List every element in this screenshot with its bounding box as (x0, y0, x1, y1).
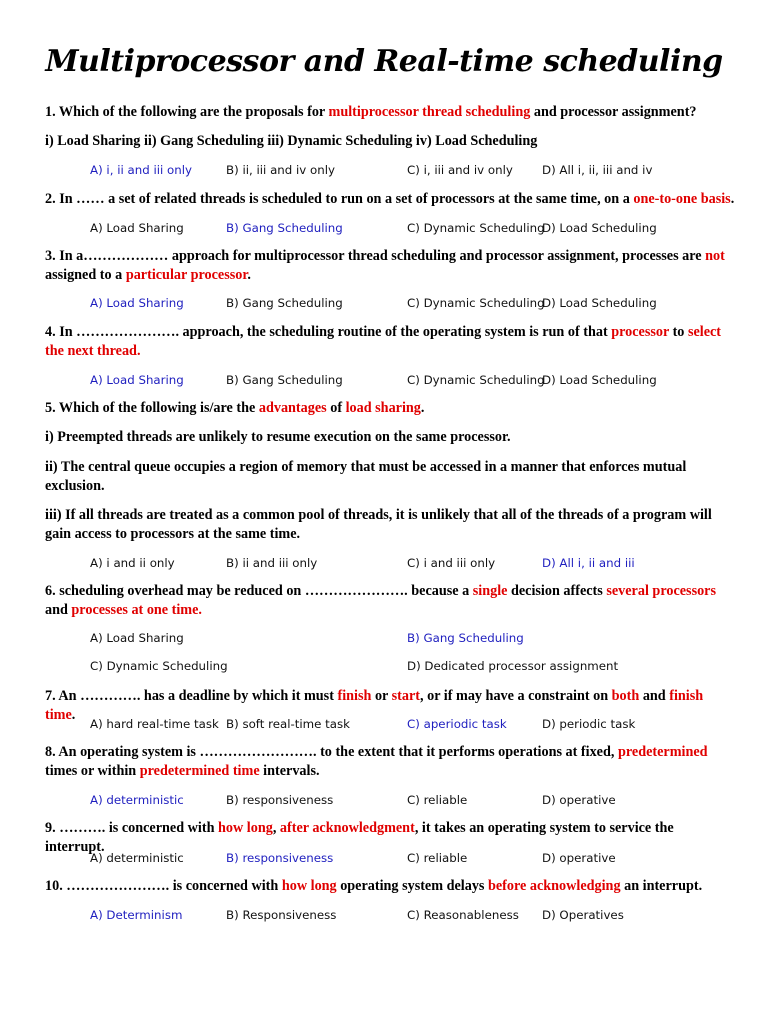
option-a[interactable]: A) Load Sharing (90, 296, 184, 310)
highlighted-text: load sharing (345, 400, 421, 416)
statement-ii: ii) The central queue occupies a region of memory that must be accessed in a manner that enforces mutual exclusion. (45, 459, 687, 494)
question-text: assigned to a (45, 267, 126, 283)
question-10 (45, 877, 735, 896)
option-a[interactable]: A) hard real-time task (90, 717, 219, 731)
question-8 (45, 743, 735, 781)
option-b[interactable]: B) ii and iii only (226, 556, 318, 570)
question-text: 9. ………. is concerned with (45, 820, 219, 836)
question-text: decision affects (507, 583, 607, 599)
highlighted-text: predetermined (617, 744, 708, 760)
option-a[interactable]: A) Load Sharing (90, 221, 184, 235)
option-b[interactable]: B) Gang Scheduling (407, 631, 524, 645)
statement-iii: iii) If all threads are treated as a common pool of threads, it is unlikely that all of the threads of a program will gain access to processors at the same time. (45, 507, 712, 542)
question-text: . (247, 267, 251, 283)
highlighted-text: finish (337, 688, 372, 704)
question-text: an interrupt. (620, 878, 703, 894)
question-text: and (45, 602, 72, 618)
question-text: , or if may have a constraint on (420, 688, 612, 704)
question-2 (45, 190, 735, 209)
option-d[interactable]: D) All i, ii and iii (542, 556, 635, 570)
question-text: 2. In …… a set of related threads is scheduled to run on a set of processors at the same time, on a (45, 191, 634, 207)
page-title: Multiprocessor and Real-time scheduling (45, 44, 723, 79)
highlighted-text: after acknowledgment (279, 820, 415, 836)
question-text: of (326, 400, 346, 416)
option-a[interactable]: A) Determinism (90, 908, 183, 922)
option-c[interactable]: C) Dynamic Scheduling (407, 296, 545, 310)
option-c[interactable]: C) Dynamic Scheduling (90, 659, 228, 673)
highlighted-text: how long (218, 820, 273, 836)
question-text: and processor assignment? (530, 104, 697, 120)
highlighted-text: how long (281, 878, 337, 894)
option-d[interactable]: D) Load Scheduling (542, 296, 657, 310)
option-a[interactable]: A) i, ii and iii only (90, 163, 192, 177)
option-c[interactable]: C) Reasonableness (407, 908, 519, 922)
option-c[interactable]: C) reliable (407, 793, 468, 807)
highlighted-text: advantages (258, 400, 327, 416)
question-text: 3. In a……………… approach for multiprocessor thread scheduling and processor assignment, processes are (45, 248, 706, 264)
option-a[interactable]: A) i and ii only (90, 556, 175, 570)
question-text: 5. Which of the following is/are the (45, 400, 259, 416)
option-d[interactable]: D) Load Scheduling (542, 221, 657, 235)
question-text: . (420, 400, 425, 416)
highlighted-text: particular processor (125, 267, 248, 283)
option-b[interactable]: B) responsiveness (226, 793, 334, 807)
option-c[interactable]: C) i and iii only (407, 556, 496, 570)
option-c[interactable]: C) aperiodic task (407, 717, 507, 731)
option-d[interactable]: D) All i, ii, iii and iv (542, 163, 653, 177)
question-text: 8. An operating system is ……………………. to the extent that it performs operations at fixed, (45, 744, 618, 760)
highlighted-text: start (391, 688, 421, 704)
question-text: to (669, 324, 688, 340)
option-a[interactable]: A) deterministic (90, 793, 184, 807)
option-c[interactable]: C) reliable (407, 851, 468, 865)
question-text: 4. In …………………. approach, the scheduling routine of the operating system is run of that (45, 324, 612, 340)
option-b[interactable]: B) Gang Scheduling (226, 296, 343, 310)
option-d[interactable]: D) periodic task (542, 717, 636, 731)
option-b[interactable]: B) ii, iii and iv only (226, 163, 335, 177)
option-d[interactable]: D) Load Scheduling (542, 373, 657, 387)
question-1-subline: i) Load Sharing ii) Gang Scheduling iii) Dynamic Scheduling iv) Load Scheduling (45, 133, 538, 149)
question-text: or (371, 688, 392, 704)
option-d[interactable]: D) operative (542, 793, 616, 807)
option-b[interactable]: B) Gang Scheduling (226, 373, 343, 387)
option-c[interactable]: C) i, iii and iv only (407, 163, 513, 177)
highlighted-text: processor (611, 324, 670, 340)
option-b[interactable]: B) Gang Scheduling (226, 221, 343, 235)
question-text: times or within (45, 763, 140, 779)
highlighted-text: both (611, 688, 640, 704)
highlighted-text: select the next thread. (45, 324, 722, 359)
option-c[interactable]: C) Dynamic Scheduling (407, 221, 545, 235)
question-text: and (639, 688, 670, 704)
option-b[interactable]: B) soft real-time task (226, 717, 350, 731)
question-1 (45, 103, 735, 122)
question-6 (45, 582, 735, 620)
option-a[interactable]: A) deterministic (90, 851, 184, 865)
highlighted-text: single (472, 583, 508, 599)
question-5 (45, 399, 735, 418)
question-text: intervals. (259, 763, 320, 779)
question-3 (45, 247, 735, 285)
question-text: . (730, 191, 735, 207)
question-text: 6. scheduling overhead may be reduced on …………………. because a (45, 583, 473, 599)
highlighted-text: before acknowledging (487, 878, 621, 894)
option-b[interactable]: B) Responsiveness (226, 908, 337, 922)
option-a[interactable]: A) Load Sharing (90, 373, 184, 387)
question-text: , it takes an operating system to service the interrupt. (45, 820, 674, 855)
option-d[interactable]: D) Operatives (542, 908, 624, 922)
highlighted-text: processes at one time. (71, 602, 202, 618)
option-b[interactable]: B) responsiveness (226, 851, 334, 865)
question-text: operating system delays (336, 878, 488, 894)
question-text: 7. An …………. has a deadline by which it must (45, 688, 338, 704)
highlighted-text: not (705, 248, 725, 264)
highlighted-text: one-to-one basis (633, 191, 731, 207)
question-4 (45, 323, 735, 361)
question-text: 1. Which of the following are the proposals for (45, 104, 329, 120)
option-a[interactable]: A) Load Sharing (90, 631, 184, 645)
question-text: 10. …………………. is concerned with (45, 878, 282, 894)
question-text: , (272, 820, 280, 836)
option-d[interactable]: D) Dedicated processor assignment (407, 659, 619, 673)
highlighted-text: multiprocessor thread scheduling (328, 104, 531, 120)
highlighted-text: finish time (45, 688, 704, 723)
statement-i: i) Preempted threads are unlikely to resume execution on the same processor. (45, 429, 511, 445)
option-d[interactable]: D) operative (542, 851, 616, 865)
highlighted-text: predetermined time (139, 763, 260, 779)
option-c[interactable]: C) Dynamic Scheduling (407, 373, 545, 387)
highlighted-text: several processors (606, 583, 717, 599)
question-text: . (71, 707, 76, 723)
